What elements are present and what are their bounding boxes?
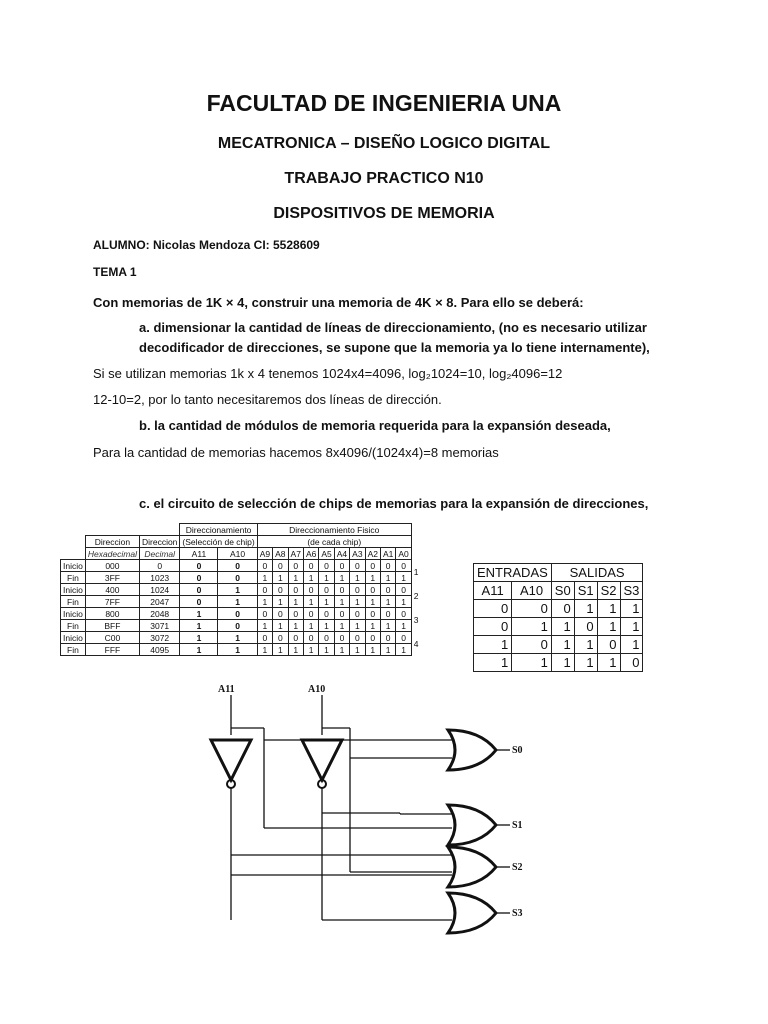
truth-row (474, 636, 643, 654)
salidas-header: SALIDAS (551, 564, 643, 582)
phys-bit-cell: 0 (396, 608, 411, 620)
phys-bit-cell: 0 (288, 560, 303, 572)
phys-bit-cell: 1 (350, 620, 365, 632)
document-title: FACULTAD DE INGENIERIA UNA (206, 90, 562, 116)
or-gate-s0 (448, 730, 496, 770)
col-header: S3 (620, 582, 643, 600)
phys-bit-cell: 1 (257, 644, 272, 656)
label-s2: S2 (512, 862, 523, 873)
a10-cell: 1 (218, 644, 257, 656)
phys-bit-cell: 1 (319, 644, 334, 656)
table-row (61, 620, 421, 632)
phys-bit-cell: 1 (288, 620, 303, 632)
phys-bit-cell: 0 (396, 632, 411, 644)
phys-bit-cell: 0 (303, 584, 318, 596)
address-table (60, 523, 421, 656)
truth-table (473, 563, 643, 672)
phys-bit-cell: 0 (365, 632, 380, 644)
bit-header: A8 (273, 548, 288, 560)
a10-cell: 1 (218, 632, 257, 644)
hex-cell: 800 (85, 608, 139, 620)
phys-bit-cell: 1 (319, 572, 334, 584)
phys-bit-cell: 0 (396, 584, 411, 596)
truth-cell: 1 (551, 654, 574, 672)
col-header: A11 (474, 582, 512, 600)
row-label: Fin (61, 596, 86, 608)
phys-bit-cell: 1 (273, 644, 288, 656)
truth-cell: 1 (512, 618, 552, 636)
truth-row (474, 600, 643, 618)
phys-bit-cell: 1 (334, 596, 349, 608)
truth-cell: 1 (551, 636, 574, 654)
dec-cell: 1024 (139, 584, 179, 596)
phys-bit-cell: 1 (303, 644, 318, 656)
chip-number: 2 (413, 590, 419, 601)
phys-bit-cell: 0 (288, 632, 303, 644)
phys-bit-cell: 1 (380, 572, 395, 584)
row-label: Fin (61, 572, 86, 584)
phys-bit-cell: 1 (396, 596, 411, 608)
bit-header: A0 (396, 548, 411, 560)
answer-a-line2: 12-10=2, por lo tanto necesitaremos dos líneas de dirección. (93, 392, 442, 407)
phys-bit-cell: 1 (365, 596, 380, 608)
table-row (61, 608, 421, 620)
hex-cell: C00 (85, 632, 139, 644)
table-row (61, 560, 421, 572)
col-header: S1 (574, 582, 597, 600)
phys-bit-cell: 1 (288, 596, 303, 608)
phys-bit-cell: 1 (350, 644, 365, 656)
chip-number: 3 (413, 614, 419, 625)
truth-cell: 1 (597, 654, 620, 672)
hex-cell: 400 (85, 584, 139, 596)
phys-bit-cell: 1 (380, 620, 395, 632)
phys-bit-cell: 1 (380, 596, 395, 608)
dec-cell: 3072 (139, 632, 179, 644)
truth-row (474, 654, 643, 672)
header-hex: Hexadecimal (85, 548, 139, 560)
truth-cell: 1 (597, 618, 620, 636)
or-gate-s1 (448, 805, 496, 845)
a11-cell: 0 (180, 584, 218, 596)
phys-bit-cell: 0 (380, 608, 395, 620)
table-row (61, 572, 421, 584)
phys-bit-cell: 1 (303, 596, 318, 608)
row-label: Inicio (61, 608, 86, 620)
phys-bit-cell: 0 (319, 584, 334, 596)
a11-cell: 1 (180, 608, 218, 620)
phys-bit-cell: 0 (380, 560, 395, 572)
row-label: Inicio (61, 560, 86, 572)
truth-cell: 1 (551, 618, 574, 636)
truth-cell: 0 (512, 636, 552, 654)
phys-bit-cell: 0 (365, 560, 380, 572)
dec-cell: 2048 (139, 608, 179, 620)
phys-bit-cell: 1 (273, 572, 288, 584)
phys-bit-cell: 0 (303, 632, 318, 644)
item-a-line1: a. dimensionar la cantidad de líneas de direccionamiento, (no es necesario utilizar (139, 320, 647, 335)
col-header: S0 (551, 582, 574, 600)
header-dir-hex: Direccion (85, 536, 139, 548)
phys-bit-cell: 0 (257, 560, 272, 572)
or-gate-s2 (448, 847, 496, 887)
phys-bit-cell: 0 (303, 608, 318, 620)
truth-cell: 1 (620, 636, 643, 654)
phys-bit-cell: 1 (319, 596, 334, 608)
bit-header: A9 (257, 548, 272, 560)
decoder-circuit (0, 680, 768, 960)
phys-bit-cell: 1 (273, 620, 288, 632)
row-label: Inicio (61, 584, 86, 596)
truth-cell: 0 (474, 600, 512, 618)
phys-bit-cell: 0 (334, 632, 349, 644)
bit-header: A10 (218, 548, 257, 560)
phys-bit-cell: 0 (273, 560, 288, 572)
phys-bit-cell: 0 (319, 632, 334, 644)
truth-cell: 1 (620, 600, 643, 618)
phys-bit-cell: 1 (288, 644, 303, 656)
phys-bit-cell: 0 (396, 560, 411, 572)
phys-bit-cell: 0 (380, 632, 395, 644)
truth-cell: 1 (574, 636, 597, 654)
a11-cell: 1 (180, 620, 218, 632)
truth-cell: 1 (620, 618, 643, 636)
a11-cell: 0 (180, 572, 218, 584)
phys-bit-cell: 1 (273, 596, 288, 608)
not-gate-a10 (302, 740, 342, 780)
item-b: b. la cantidad de módulos de memoria requerida para la expansión deseada, (139, 418, 611, 433)
col-header: S2 (597, 582, 620, 600)
truth-cell: 0 (551, 600, 574, 618)
phys-bit-cell: 0 (350, 584, 365, 596)
bit-header: A3 (350, 548, 365, 560)
label-a11: A11 (218, 684, 235, 695)
phys-bit-cell: 1 (303, 620, 318, 632)
phys-bit-cell: 1 (288, 572, 303, 584)
phys-bit-cell: 1 (380, 644, 395, 656)
phys-bit-cell: 0 (334, 584, 349, 596)
dec-cell: 4095 (139, 644, 179, 656)
entradas-header: ENTRADAS (474, 564, 552, 582)
phys-bit-cell: 0 (257, 632, 272, 644)
label-s0: S0 (512, 745, 523, 756)
row-label: Fin (61, 620, 86, 632)
truth-cell: 1 (574, 654, 597, 672)
table-row (61, 584, 421, 596)
a10-cell: 1 (218, 596, 257, 608)
row-label: Inicio (61, 632, 86, 644)
phys-bit-cell: 1 (396, 620, 411, 632)
truth-cell: 0 (620, 654, 643, 672)
hex-cell: 7FF (85, 596, 139, 608)
topic-subtitle: DISPOSITIVOS DE MEMORIA (273, 205, 495, 222)
phys-bit-cell: 0 (273, 608, 288, 620)
phys-bit-cell: 1 (396, 644, 411, 656)
bit-header: A5 (319, 548, 334, 560)
dec-cell: 1023 (139, 572, 179, 584)
phys-bit-cell: 1 (257, 596, 272, 608)
table-row (61, 632, 421, 644)
phys-bit-cell: 0 (273, 632, 288, 644)
a10-cell: 0 (218, 608, 257, 620)
phys-bit-cell: 1 (334, 644, 349, 656)
phys-bit-cell: 0 (350, 560, 365, 572)
table-row (61, 596, 421, 608)
phys-bit-cell: 1 (350, 572, 365, 584)
or-gate-s3 (448, 893, 496, 933)
phys-bit-cell: 0 (273, 584, 288, 596)
hex-cell: 000 (85, 560, 139, 572)
bit-header: A2 (365, 548, 380, 560)
a10-cell: 0 (218, 620, 257, 632)
truth-cell: 0 (597, 636, 620, 654)
header-dir-dec: Direccion (139, 536, 179, 548)
phys-bit-cell: 1 (257, 572, 272, 584)
table-row (61, 644, 421, 656)
phys-bit-cell: 0 (380, 584, 395, 596)
header-physical: Direccionamiento Fisico (257, 524, 411, 536)
a11-cell: 0 (180, 596, 218, 608)
student-line: ALUMNO: Nicolas Mendoza CI: 5528609 (93, 238, 320, 252)
hex-cell: 3FF (85, 572, 139, 584)
phys-bit-cell: 1 (350, 596, 365, 608)
truth-cell: 0 (574, 618, 597, 636)
dec-cell: 2047 (139, 596, 179, 608)
phys-bit-cell: 1 (365, 572, 380, 584)
truth-cell: 1 (597, 600, 620, 618)
phys-bit-cell: 0 (288, 584, 303, 596)
bit-header: A7 (288, 548, 303, 560)
phys-bit-cell: 0 (350, 632, 365, 644)
dec-cell: 0 (139, 560, 179, 572)
phys-bit-cell: 0 (303, 560, 318, 572)
header-selection-sub: (Selección de chip) (180, 536, 257, 548)
phys-bit-cell: 0 (365, 584, 380, 596)
phys-bit-cell: 0 (350, 608, 365, 620)
header-physical-sub: (de cada chip) (257, 536, 411, 548)
phys-bit-cell: 1 (319, 620, 334, 632)
phys-bit-cell: 1 (257, 620, 272, 632)
phys-bit-cell: 0 (334, 560, 349, 572)
item-c: c. el circuito de selección de chips de memorias para la expansión de direcciones, (139, 496, 649, 511)
phys-bit-cell: 0 (288, 608, 303, 620)
phys-bit-cell: 0 (334, 608, 349, 620)
a10-cell: 1 (218, 584, 257, 596)
answer-b: Para la cantidad de memorias hacemos 8x4096/(1024x4)=8 memorias (93, 445, 499, 460)
course-subtitle: MECATRONICA – DISEÑO LOGICO DIGITAL (217, 135, 551, 152)
truth-cell: 1 (474, 654, 512, 672)
a11-cell: 1 (180, 632, 218, 644)
chip-number: 4 (413, 638, 419, 649)
a10-cell: 0 (218, 560, 257, 572)
phys-bit-cell: 1 (334, 620, 349, 632)
row-label: Fin (61, 644, 86, 656)
hex-cell: BFF (85, 620, 139, 632)
truth-cell: 1 (512, 654, 552, 672)
label-a10: A10 (308, 684, 326, 695)
phys-bit-cell: 0 (319, 608, 334, 620)
phys-bit-cell: 0 (257, 608, 272, 620)
phys-bit-cell: 0 (319, 560, 334, 572)
truth-cell: 1 (474, 636, 512, 654)
label-s1: S1 (512, 820, 523, 831)
intro-text: Con memorias de 1K × 4, construir una memoria de 4K × 8. Para ello se deberá: (93, 295, 584, 310)
phys-bit-cell: 1 (334, 572, 349, 584)
chip-number: 1 (413, 566, 419, 577)
tema-heading: TEMA 1 (93, 265, 137, 279)
phys-bit-cell: 0 (257, 584, 272, 596)
truth-row (474, 618, 643, 636)
label-s3: S3 (512, 908, 523, 919)
header-selection: Direccionamiento (180, 524, 257, 536)
a11-cell: 1 (180, 644, 218, 656)
truth-cell: 1 (574, 600, 597, 618)
dec-cell: 3071 (139, 620, 179, 632)
bit-header: A4 (334, 548, 349, 560)
col-header: A10 (512, 582, 552, 600)
truth-cell: 0 (474, 618, 512, 636)
phys-bit-cell: 1 (303, 572, 318, 584)
assignment-subtitle: TRABAJO PRACTICO N10 (284, 170, 484, 187)
bit-header: A6 (303, 548, 318, 560)
bit-header: A1 (380, 548, 395, 560)
item-a-line2: decodificador de direcciones, se supone que la memoria ya lo tiene internamente), (139, 340, 650, 355)
not-gate-a11 (211, 740, 251, 780)
answer-a-line1: Si se utilizan memorias 1k x 4 tenemos 1024x4=4096, log₂1024=10, log₂4096=12 (93, 366, 563, 381)
header-dec: Decimal (139, 548, 179, 560)
phys-bit-cell: 0 (365, 608, 380, 620)
phys-bit-cell: 1 (365, 620, 380, 632)
truth-cell: 0 (512, 600, 552, 618)
phys-bit-cell: 1 (396, 572, 411, 584)
bit-header: A11 (180, 548, 218, 560)
phys-bit-cell: 1 (365, 644, 380, 656)
a11-cell: 0 (180, 560, 218, 572)
hex-cell: FFF (85, 644, 139, 656)
a10-cell: 0 (218, 572, 257, 584)
